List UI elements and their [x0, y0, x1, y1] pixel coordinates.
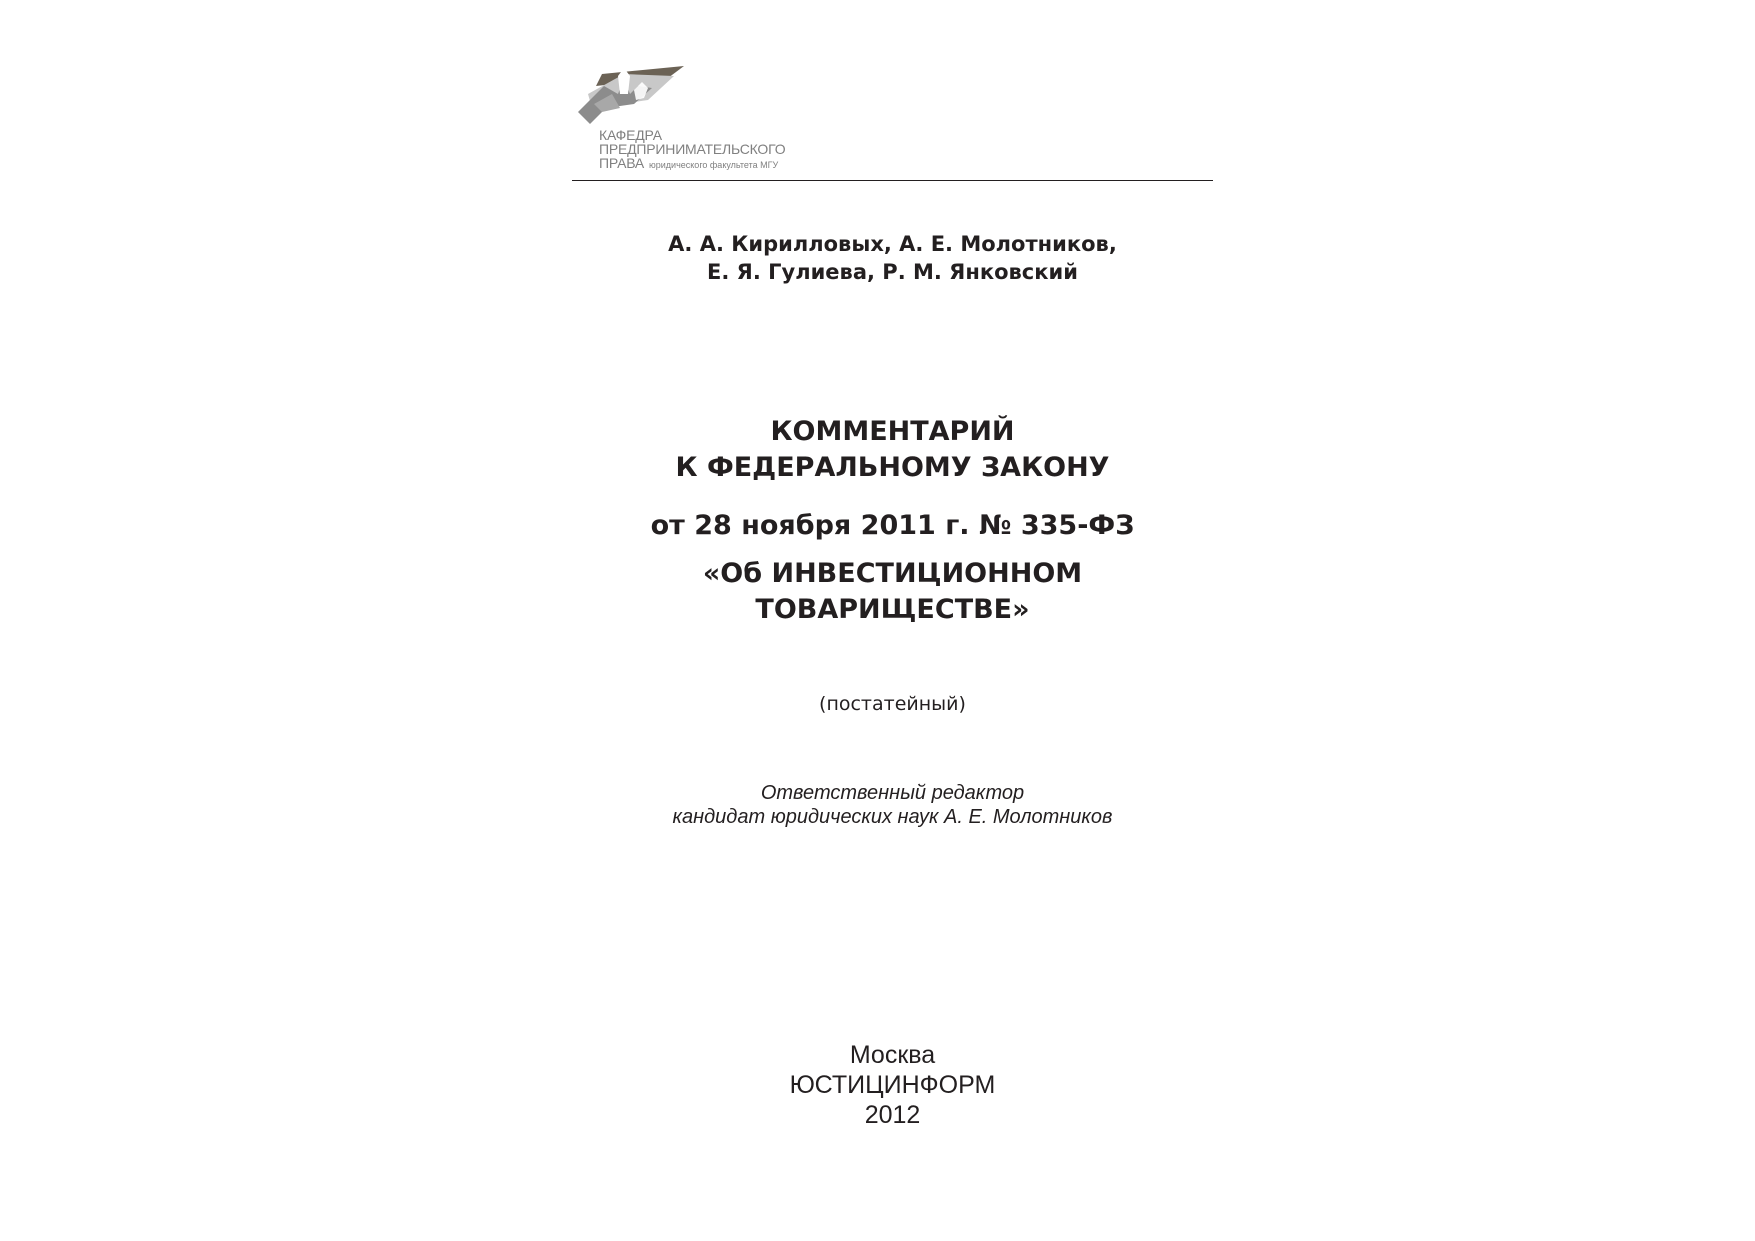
title-line-3: от 28 ноября 2011 г. № 335-ФЗ: [650, 510, 1135, 541]
imprint-publisher: ЮСТИЦИНФОРМ: [789, 1071, 996, 1099]
logo-line-2: ПРЕДПРИНИМАТЕЛЬСКОГО: [599, 141, 786, 157]
authors-line-1: А. А. Кирилловых, А. Е. Молотников,: [668, 232, 1117, 256]
authors: [572, 230, 1213, 286]
logo-line-3-small: юридического факультета МГУ: [649, 160, 779, 170]
kremlin-logo-icon: [574, 64, 686, 130]
editor-line-1: Ответственный редактор: [760, 782, 1025, 804]
title-line-4: «Об ИНВЕСТИЦИОННОМ: [702, 558, 1083, 589]
imprint-city: Москва: [849, 1041, 936, 1069]
book-title: [572, 414, 1213, 628]
authors-line-2: Е. Я. Гулиева, Р. М. Янковский: [707, 260, 1078, 284]
logo-line-3-main: ПРАВА: [599, 155, 645, 171]
title-line-5: ТОВАРИЩЕСТВЕ»: [755, 594, 1030, 625]
imprint: [572, 1040, 1213, 1130]
logo-line-3: [599, 156, 785, 172]
header-rule: [572, 180, 1213, 181]
title-line-2: К ФЕДЕРАЛЬНОМУ ЗАКОНУ: [675, 452, 1110, 483]
department-name: [599, 128, 785, 172]
logo-line-1: КАФЕДРА: [599, 127, 662, 143]
department-logo: [574, 64, 834, 176]
title-line-1: КОММЕНТАРИЙ: [770, 416, 1015, 447]
imprint-year: 2012: [864, 1101, 921, 1129]
editor-line-2: кандидат юридических наук А. Е. Молотников: [672, 806, 1113, 828]
editor-credit: [572, 781, 1213, 829]
commentary-type: (постатейный): [819, 693, 966, 715]
